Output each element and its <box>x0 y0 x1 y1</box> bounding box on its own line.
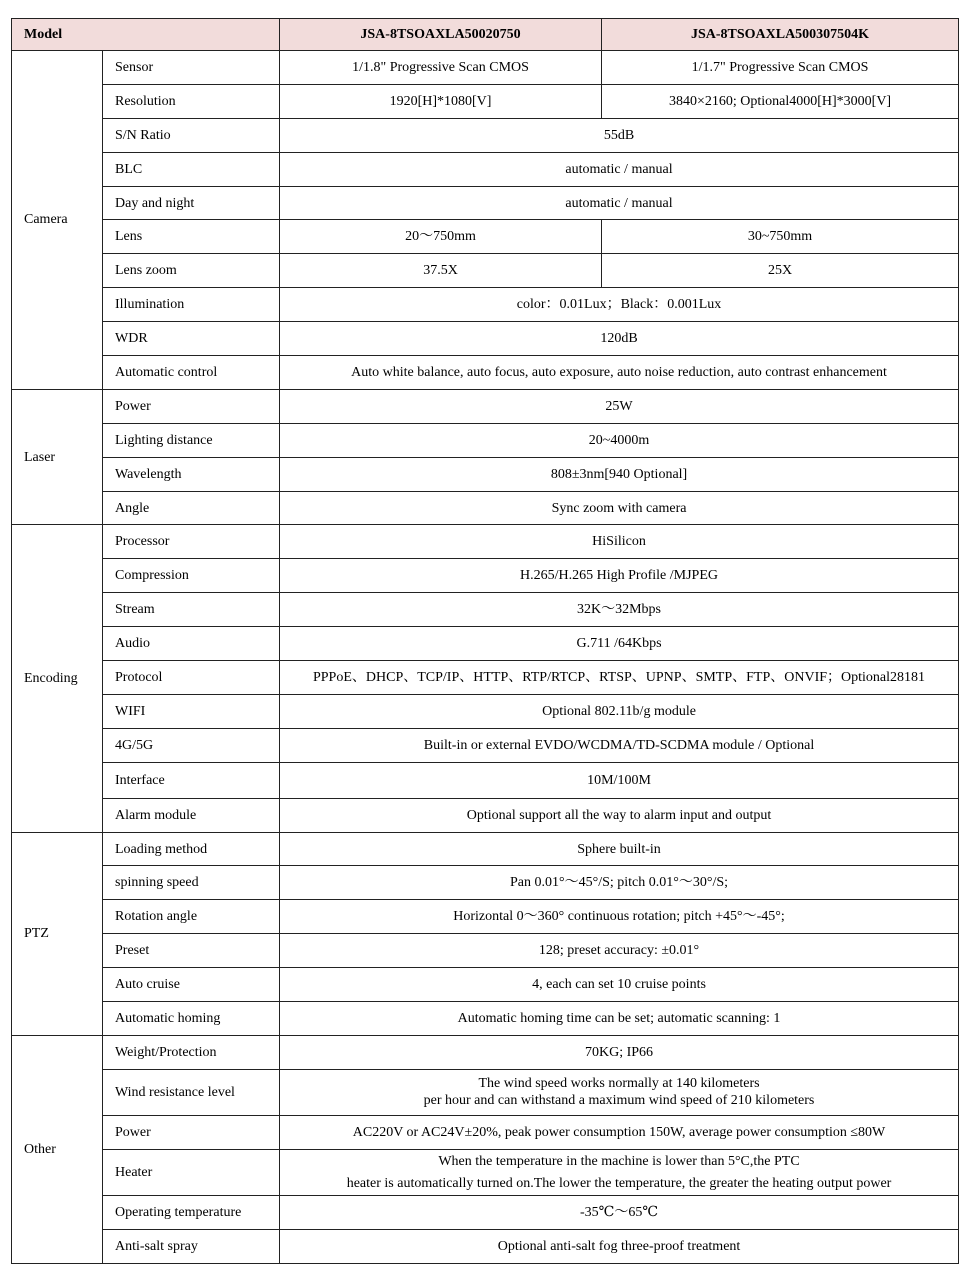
table-row <box>12 1195 959 1229</box>
table-row <box>12 866 959 900</box>
value-cell: 25X <box>602 254 959 288</box>
value-cell: 20～750mm <box>280 220 602 254</box>
param-label: Angle <box>103 491 280 525</box>
table-row <box>12 900 959 934</box>
value-line: When the temperature in the machine is lower than 5°C,the PTC <box>438 1153 800 1169</box>
param-label: spinning speed <box>103 866 280 900</box>
value-cell: 20~4000m <box>280 423 959 457</box>
param-label: Preset <box>103 934 280 968</box>
value-cell: AC220V or AC24V±20%, peak power consumption 150W, average power consumption ≤80W <box>280 1115 959 1149</box>
value-line: per hour and can withstand a maximum wind speed of 210 kilometers <box>423 1093 815 1109</box>
param-label: Sensor <box>103 51 280 85</box>
value-cell: 30~750mm <box>602 220 959 254</box>
table-row <box>12 51 959 85</box>
value-cell <box>280 1149 959 1195</box>
table-row <box>12 1229 959 1263</box>
table-row <box>12 525 959 559</box>
value-cell: Optional 802.11b/g module <box>280 694 959 728</box>
param-label: Anti-salt spray <box>103 1229 280 1263</box>
value-cell: Sync zoom with camera <box>280 491 959 525</box>
table-row <box>12 84 959 118</box>
param-label: Alarm module <box>103 798 280 832</box>
value-cell: automatic / manual <box>280 152 959 186</box>
param-label: Protocol <box>103 661 280 695</box>
value-cell: 70KG; IP66 <box>280 1035 959 1069</box>
param-label: Lens <box>103 220 280 254</box>
table-row <box>12 389 959 423</box>
value-cell: 120dB <box>280 322 959 356</box>
param-label: Operating temperature <box>103 1195 280 1229</box>
table-row <box>12 423 959 457</box>
value-cell: 32K～32Mbps <box>280 593 959 627</box>
table-row <box>12 356 959 390</box>
spec-table <box>11 18 959 1264</box>
header-row <box>12 19 959 51</box>
param-label: Heater <box>103 1149 280 1195</box>
table-row <box>12 1069 959 1115</box>
table-row <box>12 968 959 1002</box>
value-cell: Horizontal 0～360° continuous rotation; pitch +45°～-45°; <box>280 900 959 934</box>
model-header: Model <box>12 19 280 51</box>
table-row <box>12 491 959 525</box>
model-a-header: JSA-8TSOAXLA50020750 <box>280 19 602 51</box>
value-cell: 808±3nm[940 Optional] <box>280 457 959 491</box>
table-row <box>12 762 959 798</box>
value-cell: 10M/100M <box>280 762 959 798</box>
table-row <box>12 798 959 832</box>
param-label: Compression <box>103 559 280 593</box>
table-row <box>12 1115 959 1149</box>
value-cell: G.711 /64Kbps <box>280 627 959 661</box>
value-cell: 1920[H]*1080[V] <box>280 84 602 118</box>
table-row <box>12 661 959 695</box>
value-cell: Optional support all the way to alarm input and output <box>280 798 959 832</box>
param-label: Wavelength <box>103 457 280 491</box>
param-label: Resolution <box>103 84 280 118</box>
table-row <box>12 1002 959 1036</box>
table-row <box>12 1149 959 1195</box>
table-row <box>12 220 959 254</box>
param-label: 4G/5G <box>103 728 280 762</box>
value-cell: 1/1.7" Progressive Scan CMOS <box>602 51 959 85</box>
value-cell: -35℃～65℃ <box>280 1195 959 1229</box>
table-row <box>12 254 959 288</box>
param-label: Weight/Protection <box>103 1035 280 1069</box>
group-camera: Camera <box>12 51 103 390</box>
param-label: WDR <box>103 322 280 356</box>
table-row <box>12 694 959 728</box>
value-cell: Pan 0.01°～45°/S; pitch 0.01°～30°/S; <box>280 866 959 900</box>
value-cell: HiSilicon <box>280 525 959 559</box>
value-cell: PPPoE、DHCP、TCP/IP、HTTP、RTP/RTCP、RTSP、UPNP、SMTP、FTP、ONVIF；Optional28181 <box>280 661 959 695</box>
param-label: Wind resistance level <box>103 1069 280 1115</box>
value-cell: Automatic homing time can be set; automatic scanning: 1 <box>280 1002 959 1036</box>
value-cell <box>280 1069 959 1115</box>
param-label: Automatic homing <box>103 1002 280 1036</box>
param-label: Illumination <box>103 288 280 322</box>
group-laser: Laser <box>12 389 103 525</box>
table-row <box>12 322 959 356</box>
value-cell: 25W <box>280 389 959 423</box>
param-label: Power <box>103 389 280 423</box>
table-row <box>12 559 959 593</box>
param-label: Rotation angle <box>103 900 280 934</box>
value-cell: Sphere built-in <box>280 832 959 866</box>
param-label: S/N Ratio <box>103 118 280 152</box>
value-cell: Optional anti-salt fog three-proof treatment <box>280 1229 959 1263</box>
param-label: Lighting distance <box>103 423 280 457</box>
table-row <box>12 728 959 762</box>
value-line: heater is automatically turned on.The lower the temperature, the greater the heating output power <box>346 1175 892 1191</box>
group-ptz: PTZ <box>12 832 103 1035</box>
table-row <box>12 186 959 220</box>
param-label: Interface <box>103 762 280 798</box>
value-cell: Built-in or external EVDO/WCDMA/TD-SCDMA module / Optional <box>280 728 959 762</box>
table-row <box>12 1035 959 1069</box>
param-label: Processor <box>103 525 280 559</box>
model-b-header: JSA-8TSOAXLA500307504K <box>602 19 959 51</box>
param-label: Day and night <box>103 186 280 220</box>
param-label: Stream <box>103 593 280 627</box>
table-row <box>12 457 959 491</box>
value-cell: 4, each can set 10 cruise points <box>280 968 959 1002</box>
value-line: The wind speed works normally at 140 kilometers <box>478 1076 760 1092</box>
value-cell: 128; preset accuracy: ±0.01° <box>280 934 959 968</box>
param-label: WIFI <box>103 694 280 728</box>
table-row <box>12 118 959 152</box>
table-row <box>12 934 959 968</box>
param-label: Auto cruise <box>103 968 280 1002</box>
table-row <box>12 627 959 661</box>
param-label: Power <box>103 1115 280 1149</box>
table-row <box>12 288 959 322</box>
param-label: Lens zoom <box>103 254 280 288</box>
value-cell: Auto white balance, auto focus, auto exposure, auto noise reduction, auto contrast enhancement <box>280 356 959 390</box>
table-row <box>12 152 959 186</box>
table-row <box>12 832 959 866</box>
value-cell: 3840×2160; Optional4000[H]*3000[V] <box>602 84 959 118</box>
param-label: Audio <box>103 627 280 661</box>
value-cell: automatic / manual <box>280 186 959 220</box>
value-cell: 37.5X <box>280 254 602 288</box>
value-cell: 55dB <box>280 118 959 152</box>
group-encoding: Encoding <box>12 525 103 832</box>
table-row <box>12 593 959 627</box>
value-cell: H.265/H.265 High Profile /MJPEG <box>280 559 959 593</box>
param-label: Loading method <box>103 832 280 866</box>
param-label: Automatic control <box>103 356 280 390</box>
group-other: Other <box>12 1035 103 1263</box>
param-label: BLC <box>103 152 280 186</box>
value-cell: color：0.01Lux；Black：0.001Lux <box>280 288 959 322</box>
value-cell: 1/1.8" Progressive Scan CMOS <box>280 51 602 85</box>
